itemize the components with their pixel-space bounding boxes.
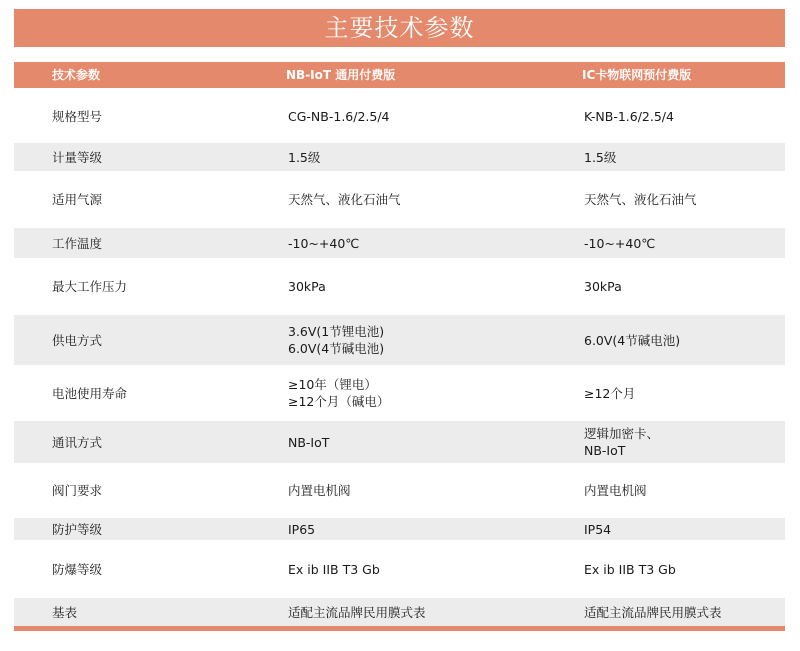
- param-name: 通讯方式: [52, 434, 103, 450]
- param-name: 电池使用寿命: [52, 385, 128, 401]
- nb-iot-value-cell: [288, 540, 380, 598]
- table-row: [14, 540, 785, 598]
- nb-iot-value-line: ≥12个月（碱电）: [288, 394, 390, 409]
- table-row: [14, 228, 785, 258]
- nb-iot-value-cell: [288, 365, 389, 421]
- param-name: 基表: [52, 604, 78, 620]
- param-name: 阀门要求: [52, 483, 103, 498]
- ic-card-value-cell: [584, 540, 676, 598]
- table-row: [14, 598, 785, 626]
- nb-iot-value-cell: [288, 421, 329, 463]
- param-name: 工作温度: [52, 235, 103, 251]
- ic-card-value-cell: [584, 365, 635, 421]
- ic-card-value-cell: [584, 598, 722, 626]
- param-name: 计量等级: [52, 149, 103, 165]
- table-row: [14, 315, 785, 365]
- nb-iot-value-cell: [288, 228, 359, 258]
- param-name: 防护等级: [52, 521, 103, 537]
- nb-iot-value-cell: [288, 518, 315, 540]
- ic-card-value-line: 适配主流品牌民用膜式表: [584, 604, 722, 620]
- param-name-cell: [52, 143, 102, 171]
- param-name: 适用气源: [52, 192, 103, 207]
- nb-iot-value-cell: [288, 315, 384, 365]
- ic-card-value-cell: [584, 463, 647, 518]
- ic-card-value-line: Ex ib IIB T3 Gb: [584, 561, 676, 577]
- nb-iot-value-line: 3.6V(1节锂电池): [288, 324, 385, 339]
- ic-card-value-cell: [584, 518, 611, 540]
- column-header-ic-card: IC卡物联网预付费版: [582, 68, 692, 82]
- nb-iot-value-line: IP65: [288, 521, 316, 537]
- nb-iot-value-line: 6.0V(4节碱电池): [288, 341, 385, 356]
- param-name-cell: [52, 315, 102, 365]
- nb-iot-value-line: CG-NB-1.6/2.5/4: [288, 108, 390, 124]
- ic-card-value-line: -10~+40℃: [584, 235, 656, 251]
- param-name-cell: [52, 421, 102, 463]
- nb-iot-value-line: 内置电机阀: [288, 483, 351, 498]
- table-row: [14, 518, 785, 540]
- nb-iot-value-line: 适配主流品牌民用膜式表: [288, 604, 426, 620]
- nb-iot-value-cell: [288, 463, 351, 518]
- ic-card-value-cell: [584, 171, 697, 228]
- param-name-cell: [52, 89, 102, 143]
- nb-iot-value-line: 30kPa: [288, 279, 326, 294]
- param-name-cell: [52, 258, 127, 315]
- table-row: [14, 143, 785, 171]
- param-name: 防爆等级: [52, 561, 103, 577]
- param-name-cell: [52, 540, 102, 598]
- bottom-divider: [14, 626, 785, 631]
- ic-card-value-line: K-NB-1.6/2.5/4: [584, 108, 674, 124]
- nb-iot-value-line: NB-IoT: [288, 434, 330, 450]
- nb-iot-value-line: ≥10年（锂电）: [288, 377, 377, 392]
- nb-iot-value-line: Ex ib IIB T3 Gb: [288, 561, 380, 577]
- ic-card-value-line: IP54: [584, 521, 612, 537]
- ic-card-value-cell: [584, 89, 674, 143]
- column-header-nb-iot: NB-IoT 通用付费版: [286, 68, 396, 82]
- table-row: [14, 171, 785, 228]
- param-name: 供电方式: [52, 332, 103, 348]
- param-name-cell: [52, 518, 102, 540]
- ic-card-value-line: ≥12个月: [584, 385, 636, 401]
- ic-card-value-line: 逻辑加密卡、: [584, 426, 660, 441]
- table-row: [14, 89, 785, 143]
- table-row: [14, 258, 785, 315]
- table-row: [14, 463, 785, 518]
- param-name-cell: [52, 598, 77, 626]
- nb-iot-value-line: 天然气、液化石油气: [288, 192, 401, 207]
- table-row: [14, 365, 785, 421]
- table-row: [14, 421, 785, 463]
- page-title: 主要技术参数: [14, 9, 785, 47]
- nb-iot-value-cell: [288, 258, 326, 315]
- ic-card-value-line: 天然气、液化石油气: [584, 192, 697, 207]
- param-name-cell: [52, 171, 102, 228]
- nb-iot-value-cell: [288, 598, 426, 626]
- ic-card-value-line: 1.5级: [584, 149, 617, 165]
- ic-card-value-line: 6.0V(4节碱电池): [584, 332, 681, 348]
- table-header: [14, 62, 785, 88]
- param-name: 规格型号: [52, 108, 103, 124]
- param-name-cell: [52, 463, 102, 518]
- nb-iot-value-line: -10~+40℃: [288, 235, 360, 251]
- nb-iot-value-line: 1.5级: [288, 149, 321, 165]
- param-name: 最大工作压力: [52, 279, 128, 294]
- column-header-param: 技术参数: [52, 68, 101, 82]
- param-name-cell: [52, 365, 127, 421]
- ic-card-value-line: 30kPa: [584, 279, 622, 294]
- ic-card-value-cell: [584, 228, 655, 258]
- nb-iot-value-cell: [288, 89, 390, 143]
- ic-card-value-line: 内置电机阀: [584, 483, 647, 498]
- ic-card-value-line: NB-IoT: [584, 443, 626, 458]
- ic-card-value-cell: [584, 421, 659, 463]
- ic-card-value-cell: [584, 143, 616, 171]
- nb-iot-value-cell: [288, 171, 401, 228]
- ic-card-value-cell: [584, 258, 622, 315]
- param-name-cell: [52, 228, 102, 258]
- ic-card-value-cell: [584, 315, 680, 365]
- nb-iot-value-cell: [288, 143, 320, 171]
